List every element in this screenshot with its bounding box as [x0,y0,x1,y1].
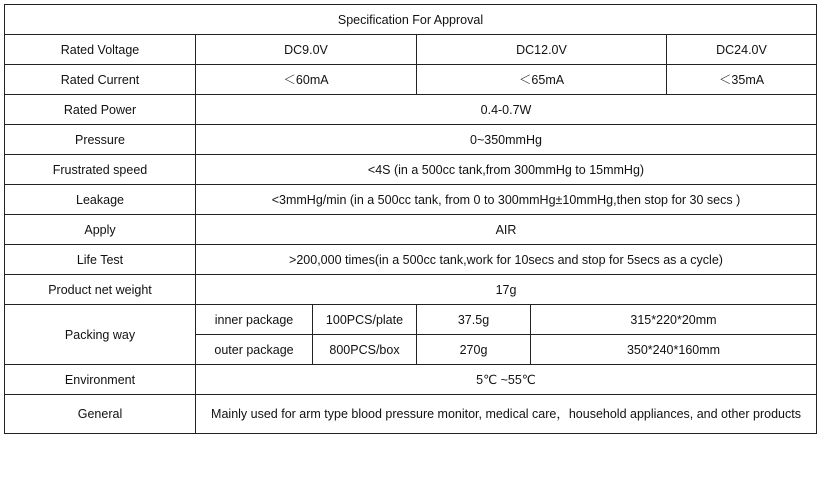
environment-row [5,365,817,395]
outer-package-name: outer package [196,335,313,365]
rated-current-label: Rated Current [5,65,196,95]
packing-way-label: Packing way [5,305,196,365]
inner-package-qty: 100PCS/plate [313,305,417,335]
rated-power-row [5,95,817,125]
pressure-row [5,125,817,155]
rated-voltage-value-3: DC24.0V [667,35,817,65]
environment-label: Environment [5,365,196,395]
pressure-value: 0~350mmHg [196,125,817,155]
outer-package-size: 350*240*160mm [531,335,817,365]
rated-current-value-1: ＜60mA [196,65,417,95]
net-weight-value: 17g [196,275,817,305]
packing-inner-row [5,305,817,335]
rated-current-value-3: ＜35mA [667,65,817,95]
life-test-row [5,245,817,275]
rated-voltage-value-1: DC9.0V [196,35,417,65]
environment-value: 5℃ ~55℃ [196,365,817,395]
leakage-label: Leakage [5,185,196,215]
leakage-value: <3mmHg/min (in a 500cc tank, from 0 to 300mmHg±10mmHg,then stop for 30 secs ) [196,185,817,215]
inner-package-size: 315*220*20mm [531,305,817,335]
rated-voltage-row [5,35,817,65]
apply-row [5,215,817,245]
net-weight-row [5,275,817,305]
title-row [5,5,817,35]
rated-voltage-value-2: DC12.0V [417,35,667,65]
pressure-label: Pressure [5,125,196,155]
net-weight-label: Product net weight [5,275,196,305]
rated-current-row [5,65,817,95]
inner-package-name: inner package [196,305,313,335]
table-title: Specification For Approval [5,5,817,35]
frustrated-speed-row [5,155,817,185]
apply-label: Apply [5,215,196,245]
rated-current-value-2: ＜65mA [417,65,667,95]
leakage-row [5,185,817,215]
outer-package-qty: 800PCS/box [313,335,417,365]
frustrated-speed-value: <4S (in a 500cc tank,from 300mmHg to 15mmHg) [196,155,817,185]
rated-power-value: 0.4-0.7W [196,95,817,125]
general-label: General [5,395,196,434]
specification-table [4,4,817,434]
general-row [5,395,817,434]
inner-package-weight: 37.5g [417,305,531,335]
frustrated-speed-label: Frustrated speed [5,155,196,185]
life-test-value: >200,000 times(in a 500cc tank,work for 10secs and stop for 5secs as a cycle) [196,245,817,275]
rated-power-label: Rated Power [5,95,196,125]
rated-voltage-label: Rated Voltage [5,35,196,65]
life-test-label: Life Test [5,245,196,275]
outer-package-weight: 270g [417,335,531,365]
general-value: Mainly used for arm type blood pressure monitor, medical care，household appliances, and other products [196,395,817,434]
apply-value: AIR [196,215,817,245]
